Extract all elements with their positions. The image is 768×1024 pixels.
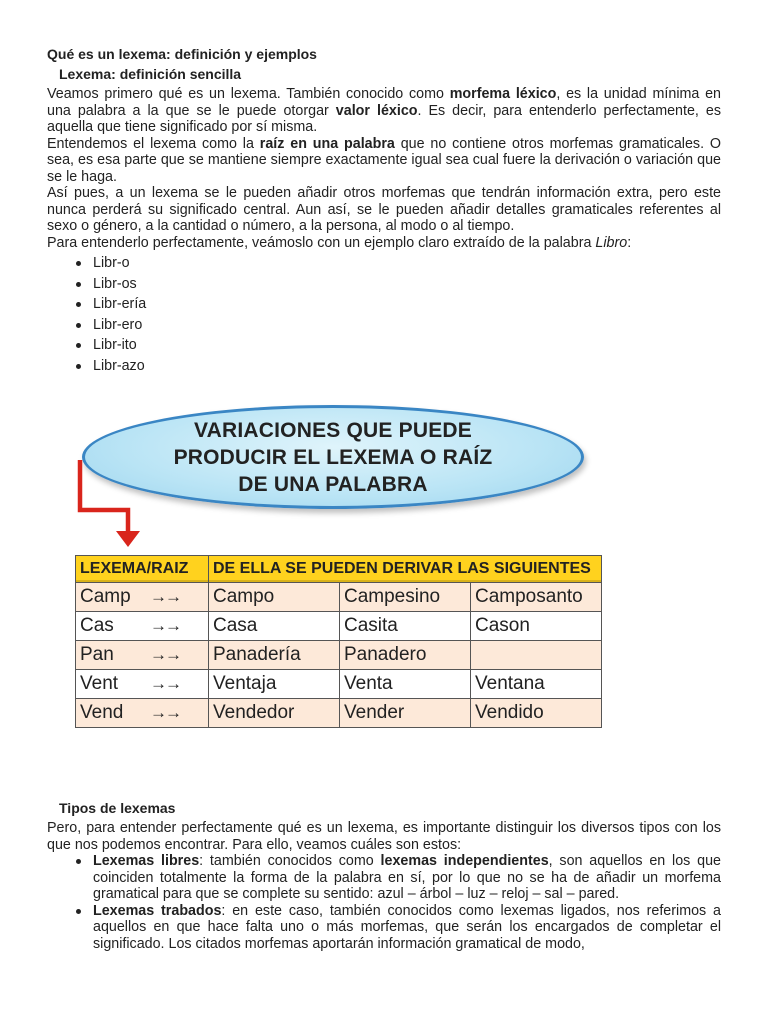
bold-term: raíz en una palabra xyxy=(259,135,395,152)
list-item xyxy=(47,853,721,903)
text-run: Veamos primero qué es un lexema. También conocido como xyxy=(47,86,450,102)
bubble-line: PRODUCIR EL LEXEMA O RAÍZ xyxy=(173,445,493,469)
derived-cell: Casa xyxy=(209,612,340,641)
section-heading-definition: Lexema: definición sencilla xyxy=(59,66,242,82)
list-item: Libr-os xyxy=(47,274,721,295)
stem-cell xyxy=(76,699,209,728)
paragraph-types-intro: Pero, para entender perfectamente qué es un lexema, es importante distinguir los diversos tipos con los que nos podemos encontrar. Para ello, veamos cuáles son estos: xyxy=(47,820,721,853)
paragraph-example-intro xyxy=(47,235,721,252)
page-title: Qué es un lexema: definición y ejemplos xyxy=(47,46,317,62)
derived-cell: Campesino xyxy=(340,583,471,612)
text-run: . Es decir, para entenderlo perfectamente, es aquella que tiene significado por sí misma. xyxy=(47,102,722,135)
text-run: Para entenderlo perfectamente, veámoslo con un ejemplo claro extraído de la palabra xyxy=(47,234,596,251)
stem-cell xyxy=(76,670,209,699)
section-heading-types: Tipos de lexemas xyxy=(59,800,176,816)
derived-cell: Campo xyxy=(209,583,340,612)
table-row xyxy=(76,612,602,641)
table-row xyxy=(76,699,602,728)
text-run: Entendemos el lexema como la xyxy=(47,135,260,152)
bold-term: Lexemas libres xyxy=(93,853,200,869)
text-run: : xyxy=(627,234,632,251)
derived-cell: Panadería xyxy=(209,641,340,670)
table-row xyxy=(76,670,602,699)
derived-cell: Ventana xyxy=(471,670,602,699)
text-run: : en este caso, también conocidos como lexemas ligados, nos referimos a aquellos en que hace falta uno o más morfemas, que serán los encargados de completar el significado. Los citados morfemas aportarán información gramatical de modo, xyxy=(93,902,721,952)
paragraph-morphemes: Así pues, a un lexema se le pueden añadir otros morfemas que tendrán información extra, pero este nunca perderá su significado central. Aun así, se le pueden añadir detalles gramaticales referentes al sexo o género, a la cantidad o número, a la persona, al modo o al tiempo. xyxy=(47,185,721,234)
lexeme-variations-figure xyxy=(72,405,612,745)
list-item: Libr-ero xyxy=(47,315,721,336)
double-arrow-icon: →→ xyxy=(150,616,180,635)
double-arrow-icon: →→ xyxy=(150,703,180,722)
list-item: Libr-ito xyxy=(47,335,721,356)
bold-term: morfema léxico xyxy=(449,86,557,102)
italic-word: Libro xyxy=(595,234,628,251)
derived-cell: Cason xyxy=(471,612,602,641)
article xyxy=(47,44,721,376)
table-row xyxy=(76,583,602,612)
table-header xyxy=(76,556,602,583)
stem-text: Vend xyxy=(80,702,124,723)
text-run: : también conocidos como xyxy=(199,853,381,869)
stem-text: Pan xyxy=(80,644,114,665)
text-run: , es la unidad mínima en una palabra a la que se le puede otorgar xyxy=(47,86,721,119)
bold-term: valor léxico xyxy=(335,102,418,119)
paragraph-root xyxy=(47,136,721,186)
text-run: , son aquellos en los que coinciden totalmente la forma de la palabra en sí, por lo que no se ha de añadir un morfema gramatical para que se complete su sentido: azul – árbol – luz – reloj – sal – pared. xyxy=(93,853,721,902)
list-item xyxy=(47,903,721,953)
derived-cell: Vendedor xyxy=(209,699,340,728)
derived-cell: Vender xyxy=(340,699,471,728)
text-run: que no contiene otros morfemas gramaticales. O sea, es esa parte que se mantiene siempre exactamente igual sea cual fuere la derivación o variación que se le haga. xyxy=(47,135,722,185)
derived-cell: Camposanto xyxy=(471,583,602,612)
header-stem: LEXEMA/RAIZ xyxy=(76,556,209,583)
down-arrow-icon xyxy=(72,445,152,555)
derived-cell: Panadero xyxy=(340,641,471,670)
bubble-line: VARIACIONES QUE PUEDE xyxy=(193,418,473,442)
bold-term: lexemas independientes xyxy=(380,853,549,869)
types-section xyxy=(47,798,721,952)
title-bubble xyxy=(82,405,584,509)
paragraph-definition xyxy=(47,86,721,136)
double-arrow-icon: →→ xyxy=(150,674,180,693)
table-row xyxy=(76,641,602,670)
stem-cell xyxy=(76,612,209,641)
stem-text: Camp xyxy=(80,586,131,607)
header-derived: DE ELLA SE PUEDEN DERIVAR LAS SIGUIENTES xyxy=(209,556,602,583)
list-item: Libr-o xyxy=(47,253,721,274)
stem-cell xyxy=(76,641,209,670)
bubble-line: DE UNA PALABRA xyxy=(238,472,428,496)
derived-cell: Vendido xyxy=(471,699,602,728)
stem-text: Cas xyxy=(80,615,114,636)
types-list xyxy=(47,853,721,952)
list-item: Libr-azo xyxy=(47,356,721,377)
derivation-table xyxy=(75,555,602,728)
derived-cell xyxy=(471,641,602,670)
derived-cell: Ventaja xyxy=(209,670,340,699)
double-arrow-icon: →→ xyxy=(150,645,180,664)
derived-cell: Casita xyxy=(340,612,471,641)
derived-cell: Venta xyxy=(340,670,471,699)
example-list xyxy=(47,253,721,376)
double-arrow-icon: →→ xyxy=(150,587,180,606)
bold-term: Lexemas trabados xyxy=(93,902,222,919)
list-item: Libr-ería xyxy=(47,294,721,315)
stem-text: Vent xyxy=(80,673,119,694)
stem-cell xyxy=(76,583,209,612)
